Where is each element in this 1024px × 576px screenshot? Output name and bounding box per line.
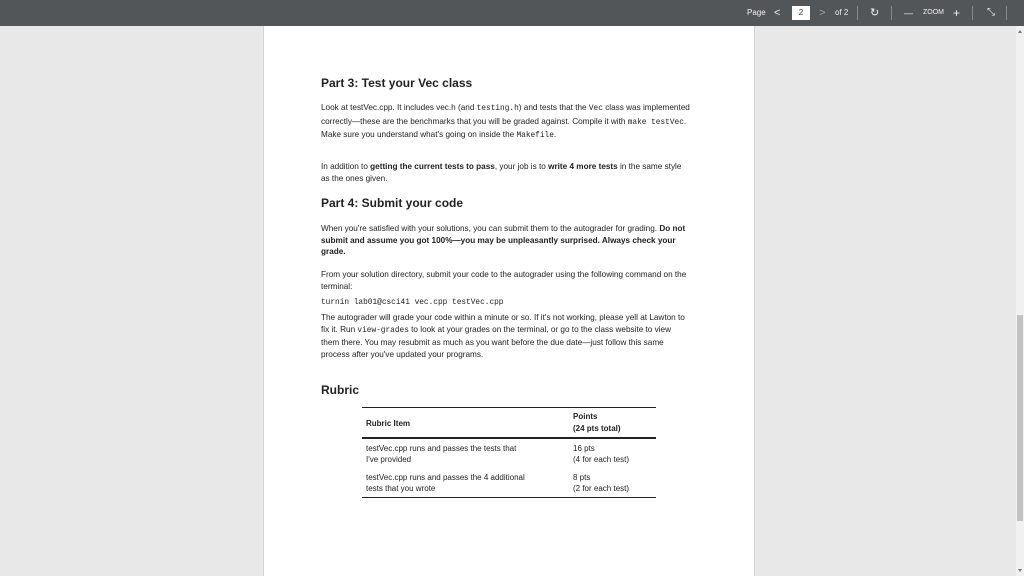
rubric-heading: Rubric [321,383,360,397]
page-total: of 2 [835,8,849,17]
zoom-in-button[interactable]: + [953,6,961,20]
table-header-rule [362,437,656,439]
part4-paragraph-2: From your solution directory, submit your code to the autograder using the following command on the terminal: [321,270,687,291]
rubric-col-points-header: Points [573,412,598,421]
scrollbar-thumb[interactable] [1017,315,1023,521]
part3-paragraph-1: Look at testVec.cpp. It includes vec.h (and testing.h) and tests that the Vec class was implemented correctly—these are the benchmarks that you will be graded against. Compile it with make testVec. Make sure you understand what's going on inside the Makefile. [321,103,690,141]
toolbar-divider [1006,6,1007,20]
document-viewer [0,26,1016,576]
turnin-command: turnin lab01@csci41 vec.cpp testVec.cpp [321,299,504,307]
pdf-toolbar [0,0,1024,26]
table-row-2-points: 8 pts [573,473,591,482]
table-row-1-points: 16 pts [573,444,595,453]
pdf-page [263,26,755,576]
rotate-icon[interactable]: ↻ [870,7,880,19]
next-page-button[interactable]: > [819,7,826,19]
vertical-scrollbar[interactable] [1016,26,1024,576]
toolbar-divider [972,6,973,20]
table-bottom-rule [362,497,656,498]
toolbar-divider [891,6,892,20]
table-row-1-points-detail: (4 for each test) [573,455,630,464]
table-top-rule [362,407,656,408]
zoom-label: ZOOM [923,9,944,16]
part3-heading: Part 3: Test your Vec class [321,76,473,90]
prev-page-button[interactable]: < [774,7,781,19]
table-row-2-item-line1: testVec.cpp runs and passes the 4 additional [366,473,525,482]
zoom-out-button[interactable]: — [904,8,913,18]
rubric-col-item-header: Rubric Item [366,419,411,428]
part4-heading: Part 4: Submit your code [321,196,464,210]
scroll-down-icon[interactable] [1018,569,1022,572]
table-row-2-item-line2: tests that you wrote [366,484,436,493]
page-label: Page [747,8,766,17]
toolbar-divider [857,6,858,20]
table-row-1-item-line2: I've provided [366,455,412,464]
table-row-2-points-detail: (2 for each test) [573,484,630,493]
rubric-col-points-subheader: (24 pts total) [573,424,621,433]
part3-paragraph-2: In addition to getting the current tests to pass, your job is to write 4 more tests in the same style as the ones given. [321,162,682,183]
part4-paragraph-1: When you're satisfied with your solutions, you can submit them to the autograder for grading. Do not submit and assume you got 100%—you may be unpleasantly surprised. Always check your grade. [321,224,686,257]
page-number-input[interactable]: 2 [792,6,810,20]
table-row-1-item-line1: testVec.cpp runs and passes the tests that [366,444,517,453]
scroll-up-icon[interactable] [1018,30,1022,33]
fit-page-icon[interactable]: ⤡ [987,7,995,18]
part4-paragraph-3: The autograder will grade your code within a minute or so. If it's not working, please yell at Lawton to fix it. Run view-grades to look at your grades on the terminal, or go to the class website to view them there. You may resubmit as much as you want before the due date—just follow this same process after you've updated your programs. [321,313,685,360]
